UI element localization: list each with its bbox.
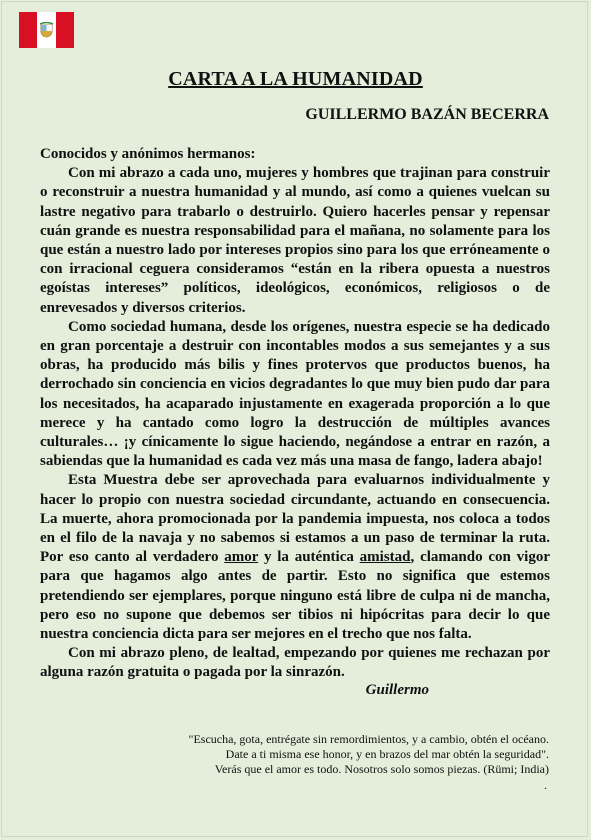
closing-quote <box>119 732 549 777</box>
paragraph-4: Con mi abrazo pleno, de lealtad, empezando por quienes me rechazan por alguna razón gratuita o pagada por la sinrazón. <box>40 645 550 681</box>
author-name: GUILLERMO BAZÁN BECERRA <box>305 106 549 123</box>
signature: Guillermo <box>365 682 429 698</box>
flag-center-band <box>37 12 55 48</box>
paragraph-3 <box>40 471 550 644</box>
paragraph-3-text-b: y la auténtica <box>258 549 360 566</box>
salutation: Conocidos y anónimos hermanos: <box>40 146 256 162</box>
paragraph-3-text-c: , clamando con vigor para que hagamos algo antes de partir. Esto no significa que estemos pretendiendo ser ejemplares, porque ninguno está libre de culpa ni de mancha, pero eso no supone que debemos ser tibios ni hipócritas para decir lo que nuestra conciencia dicta para ser mejores en el trecho que nos falta. <box>40 549 550 643</box>
flag-right-band <box>56 12 74 48</box>
flag-left-band <box>19 12 37 48</box>
quote-line-1: "Escucha, gota, entrégate sin remordimientos, y a cambio, obtén el océano. <box>188 732 549 746</box>
paragraph-1: Con mi abrazo a cada uno, mujeres y hombres que trajinan para construir o reconstruir a nuestra humanidad y al mundo, así como a quienes vuelcan su lastre negativo para trabarlo o destruirlo. Quiero hacerles pensar y repensar cuán grande es nuestra responsabilidad para el mañana, no solamente para los que están a nuestro lado por intereses propios sino para los que erróneamente o con irracional ceguera consideramos “están en la ribera opuesta a nuestros egoístas intereses” políticos, ideológicos, económicos, religiosos o de enrevesados y diversos criterios. <box>40 165 550 316</box>
page-title: CARTA A LA HUMANIDAD <box>168 68 423 90</box>
coat-of-arms-icon <box>39 22 54 38</box>
trailing-mark: . <box>544 778 547 792</box>
paragraph-3-text-a: Esta Muestra debe ser aprovechada para evaluarnos individualmente y hacer lo propio con nuestra sociedad circundante, actuando en consecuencia. La muerte, ahora promocionada por la pandemia impuesta, nos coloca a todos en el filo de la navaja y no sabemos si estamos a un paso de terminar la ruta. Por eso canto al verdadero <box>40 472 550 566</box>
letter-body <box>40 145 550 683</box>
word-amor: amor <box>224 549 259 566</box>
quote-line-2: Date a ti misma ese honor, y en brazos del mar obtén la seguridad". <box>225 747 549 761</box>
word-amistad: amistad <box>359 549 411 566</box>
quote-line-3: Verás que el amor es todo. Nosotros solo somos piezas. (Rümi; India) <box>214 762 549 776</box>
peru-flag-icon <box>19 12 74 48</box>
paragraph-2: Como sociedad humana, desde los orígenes, nuestra especie se ha dedicado en gran porcentaje a destruir con incontables modos a sus semejantes y a sus obras, ha producido más bilis y fines protervos que productos buenos, ha derrochado sin conciencia en vicios degradantes lo que muy bien pudo dar para los necesitados, ha acaparado injustamente en exagerada proporción a lo que merece y ha cantado como logro la destrucción de múltiples avances culturales… ¡y cínicamente lo sigue haciendo, negándose a entrar en razón, a sabiendas que la humanidad es cada vez más una masa de fango, ladera abajo! <box>40 318 550 470</box>
